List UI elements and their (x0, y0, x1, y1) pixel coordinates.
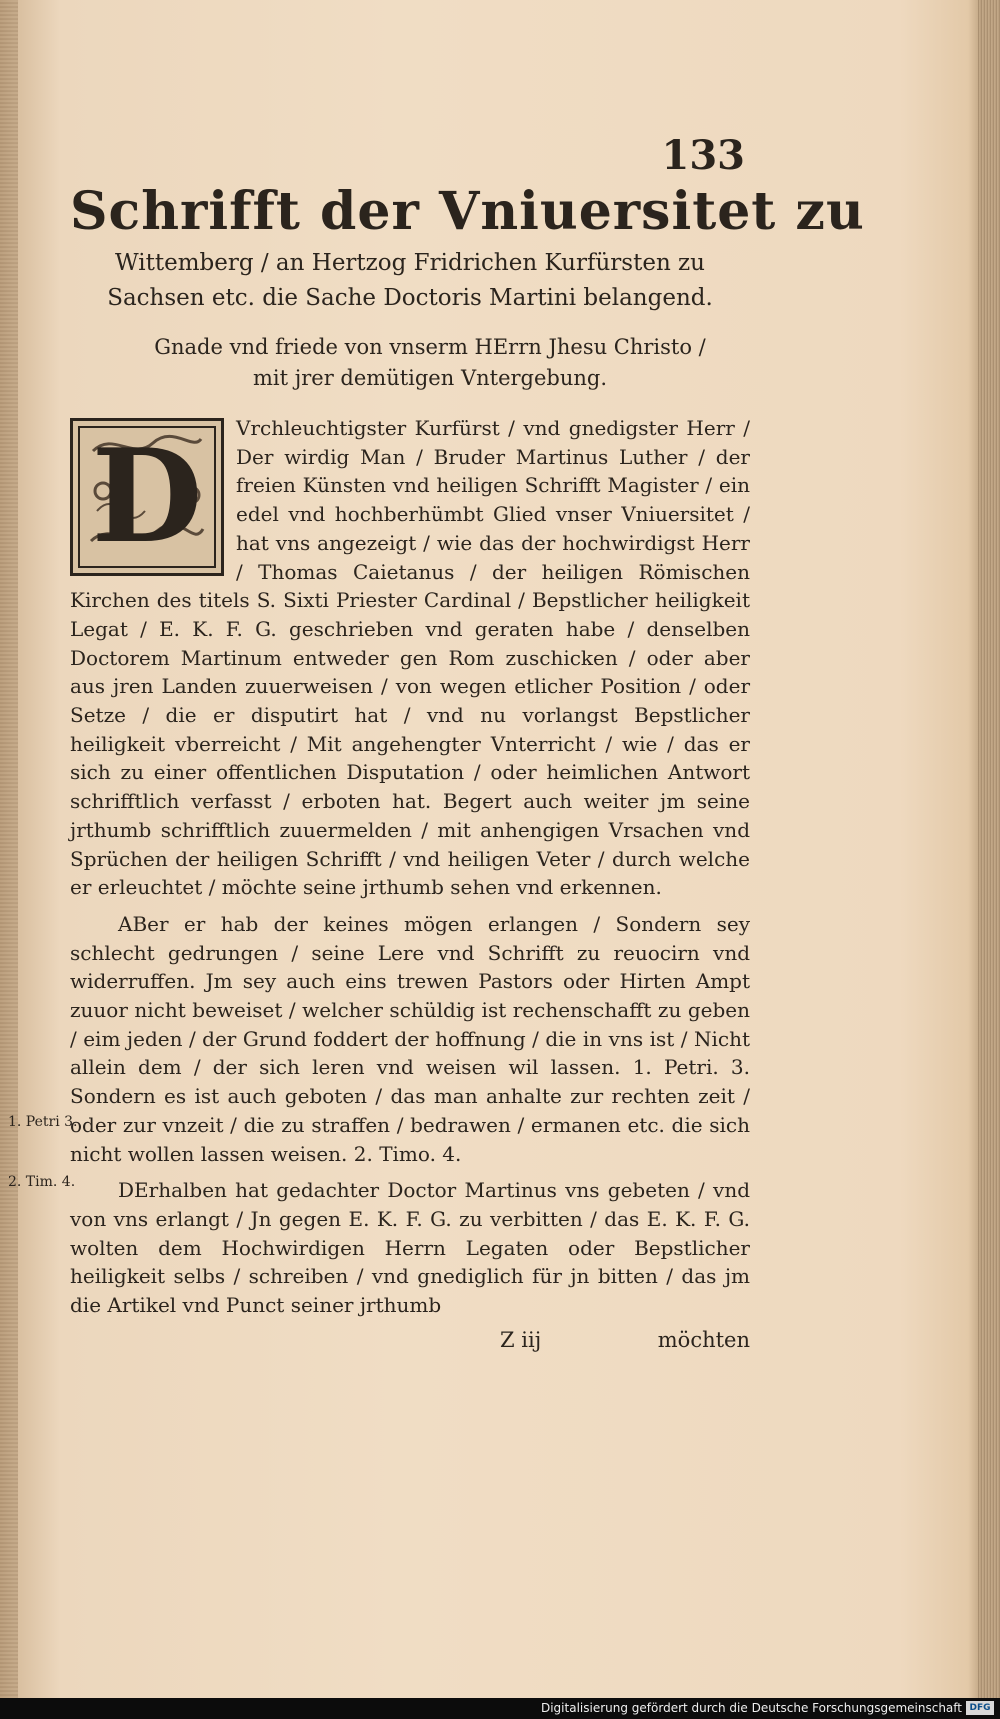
page-edge (978, 0, 1000, 1719)
paragraph: Vrchleuchtigster Kurfürst / vnd gnedigster Herr / Der wirdig Man / Bruder Martinus Luther / der freien Künsten vnd heiligen Schrifft Magister / ein edel vnd hochberhümbt Glied vnser Vniuersitet / hat vns angezeigt / wie das der hochwirdigst Herr / Thomas Caietanus / der heiligen Römischen Kirchen des titels S. Sixti Priester Cardinal / Bepstlicher heiligkeit Legat / E. K. F. G. geschrieben vnd geraten habe / denselben Doctorem Martinum entweder gen Rom zuschicken / oder aber aus jren Landen zuuerweisen / von wegen etlicher Position / oder Setze / die er disputirt hat / vnd nu vorlangst Bepstlicher heiligkeit vberreicht / Mit angehengter Vnterricht / wie / das er sich zu einer offentlichen Disputation / oder heimlichen Antwort schrifftlich verfasst / erboten hat. Begert auch weiter jm seine jrthumb schrifftlich zuuermelden / mit anhengigen Vrsachen vnd Sprüchen der heiligen Schrifft / vnd heiligen Veter / durch welche er erleuchtet / möchte seine jrthumb sehen vnd erkennen. (70, 416, 750, 900)
initial-letter: D (91, 422, 203, 572)
page-number: 133 (661, 132, 745, 179)
greeting (70, 332, 750, 394)
footer-credit: Digitalisierung gefördert durch die Deutsche Forschungsgemeinschaft (540, 1701, 962, 1715)
catchword: möchten (657, 1327, 750, 1352)
page-content (8, 130, 865, 1362)
decorated-initial (70, 418, 224, 576)
signature-mark: Z iij (500, 1327, 542, 1352)
greeting-line: mit jrer demütigen Vntergebung. (252, 366, 608, 390)
subtitle (70, 246, 750, 316)
catchword-line (70, 1328, 750, 1362)
body-text (8, 414, 750, 1362)
page-title: Schrifft der Vniuersitet zu (70, 181, 865, 242)
footer-bar (0, 1698, 1000, 1719)
subtitle-line: Wittemberg / an Hertzog Fridrichen Kurfürsten zu (115, 250, 705, 276)
greeting-line: Gnade vnd friede von vnserm HErrn Jhesu Christo / (154, 335, 706, 359)
paragraph: DErhalben hat gedachter Doctor Martinus vns gebeten / vnd von vns erlangt / Jn gegen E. K. F. G. zu verbitten / das E. K. F. G. wolten dem Hochwirdigen Herrn Legaten oder Bepstlicher heiligkeit selbs / schreiben / vnd gnediglich für jn bitten / das jm die Artikel vnd Punct seiner jrthumb (70, 1178, 750, 1318)
paragraph: ABer er hab der keines mögen erlangen / Sondern sey schlecht gedrungen / seine Lere vnd Schrifft zu reuocirn vnd widerruffen. Jm sey auch eins trewen Pastors oder Hirten Ampt zuuor nicht beweiset / welcher schüldig ist rechenschafft zu geben / eim jeden / der Grund foddert der hoffnung / die in vns ist / Nicht allein dem / der sich leren vnd weisen wil lassen. 1. Petri. 3. Sondern es ist auch geboten / das man anhalte zur rechten zeit / oder zur vnzeit / die zu straffen / bedrawen / ermanen etc. die sich nicht wollen lassen weisen. 2. Timo. 4. (70, 911, 750, 1166)
margin-note: 1. Petri 3. (8, 1114, 78, 1130)
dfg-logo: DFG (966, 1701, 994, 1715)
subtitle-line: Sachsen etc. die Sache Doctoris Martini belangend. (107, 285, 713, 311)
margin-note: 2. Tim. 4. (8, 1174, 76, 1190)
page-gutter (0, 0, 18, 1719)
